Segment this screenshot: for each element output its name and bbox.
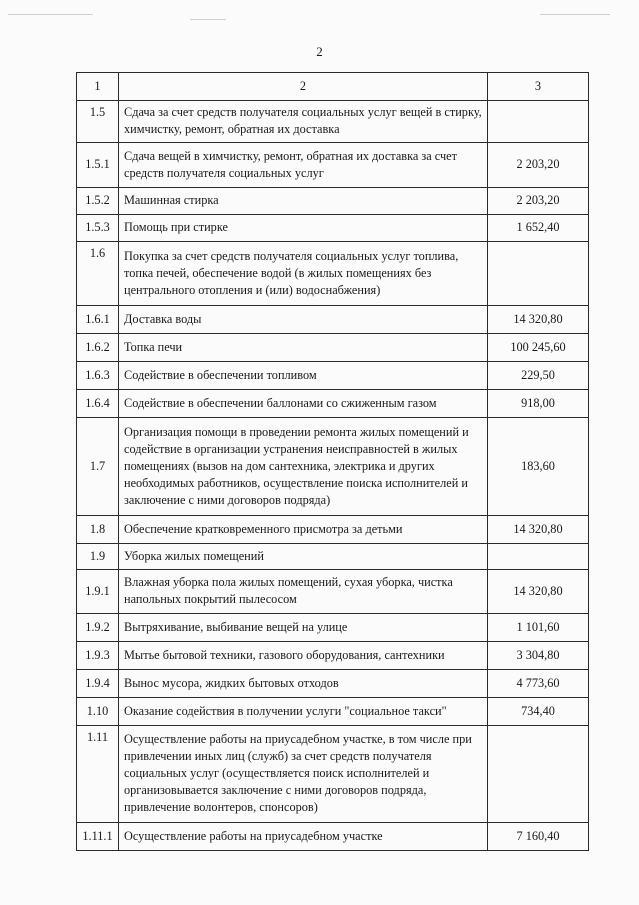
header-cell: 1 bbox=[77, 73, 119, 101]
service-description-cell: Содействие в обеспечении топливом bbox=[119, 362, 488, 390]
scan-artifact-line bbox=[8, 14, 93, 15]
table-row bbox=[77, 418, 589, 516]
row-number-cell: 1.7 bbox=[77, 418, 119, 516]
price-cell: 918,00 bbox=[488, 390, 589, 418]
row-number-cell: 1.11 bbox=[77, 726, 119, 823]
table-row bbox=[77, 698, 589, 726]
row-number-cell: 1.5 bbox=[77, 101, 119, 143]
table-row bbox=[77, 823, 589, 851]
row-number-cell: 1.6.1 bbox=[77, 306, 119, 334]
page-number: 2 bbox=[316, 44, 323, 59]
price-cell: 229,50 bbox=[488, 362, 589, 390]
table-row bbox=[77, 101, 589, 143]
row-number-cell: 1.11.1 bbox=[77, 823, 119, 851]
service-description-cell: Вытряхивание, выбивание вещей на улице bbox=[119, 614, 488, 642]
price-cell bbox=[488, 101, 589, 143]
price-cell: 1 101,60 bbox=[488, 614, 589, 642]
service-description-cell: Покупка за счет средств получателя социальных услуг топлива, топка печей, обеспечение водой (в жилых помещениях без центрального отопления и (или) водоснабжения) bbox=[119, 242, 488, 306]
table-header-row bbox=[77, 73, 589, 101]
scan-artifact-line bbox=[190, 19, 226, 20]
service-description-cell: Вынос мусора, жидких бытовых отходов bbox=[119, 670, 488, 698]
service-description-cell: Помощь при стирке bbox=[119, 215, 488, 242]
price-cell: 14 320,80 bbox=[488, 306, 589, 334]
service-description-cell: Сдача за счет средств получателя социальных услуг вещей в стирку, химчистку, ремонт, обратная их доставка bbox=[119, 101, 488, 143]
price-cell: 734,40 bbox=[488, 698, 589, 726]
row-number-cell: 1.5.3 bbox=[77, 215, 119, 242]
row-number-cell: 1.5.2 bbox=[77, 188, 119, 215]
price-cell: 1 652,40 bbox=[488, 215, 589, 242]
row-number-cell: 1.6 bbox=[77, 242, 119, 306]
table-row bbox=[77, 306, 589, 334]
table-row bbox=[77, 614, 589, 642]
table-row bbox=[77, 215, 589, 242]
row-number-cell: 1.9.4 bbox=[77, 670, 119, 698]
row-number-cell: 1.6.3 bbox=[77, 362, 119, 390]
table-row bbox=[77, 362, 589, 390]
price-cell bbox=[488, 242, 589, 306]
service-description-cell: Оказание содействия в получении услуги "социальное такси" bbox=[119, 698, 488, 726]
row-number-cell: 1.9 bbox=[77, 544, 119, 570]
table-row bbox=[77, 188, 589, 215]
table-row bbox=[77, 242, 589, 306]
price-cell: 7 160,40 bbox=[488, 823, 589, 851]
table-row bbox=[77, 642, 589, 670]
service-description-cell: Уборка жилых помещений bbox=[119, 544, 488, 570]
header-cell: 2 bbox=[119, 73, 488, 101]
table-row bbox=[77, 334, 589, 362]
row-number-cell: 1.6.2 bbox=[77, 334, 119, 362]
price-cell: 100 245,60 bbox=[488, 334, 589, 362]
services-price-table bbox=[76, 72, 589, 851]
price-cell bbox=[488, 726, 589, 823]
price-cell: 2 203,20 bbox=[488, 143, 589, 188]
service-description-cell: Обеспечение кратковременного присмотра за детьми bbox=[119, 516, 488, 544]
price-cell: 2 203,20 bbox=[488, 188, 589, 215]
table-row bbox=[77, 143, 589, 188]
row-number-cell: 1.9.2 bbox=[77, 614, 119, 642]
table-row bbox=[77, 516, 589, 544]
row-number-cell: 1.8 bbox=[77, 516, 119, 544]
price-cell bbox=[488, 544, 589, 570]
scan-artifact-line bbox=[540, 14, 610, 15]
table-row bbox=[77, 570, 589, 614]
service-description-cell: Топка печи bbox=[119, 334, 488, 362]
price-cell: 14 320,80 bbox=[488, 516, 589, 544]
service-description-cell: Осуществление работы на приусадебном участке bbox=[119, 823, 488, 851]
service-description-cell: Осуществление работы на приусадебном участке, в том числе при привлечении иных лиц (служб) за счет средств получателя социальных услуг (осуществляется поиск исполнителей и организовывается заключение с ними договоров подряда, привлечение волонтеров, спонсоров) bbox=[119, 726, 488, 823]
price-cell: 14 320,80 bbox=[488, 570, 589, 614]
table-row bbox=[77, 670, 589, 698]
price-cell: 4 773,60 bbox=[488, 670, 589, 698]
row-number-cell: 1.10 bbox=[77, 698, 119, 726]
service-description-cell: Мытье бытовой техники, газового оборудования, сантехники bbox=[119, 642, 488, 670]
price-cell: 183,60 bbox=[488, 418, 589, 516]
table-row bbox=[77, 390, 589, 418]
service-description-cell: Влажная уборка пола жилых помещений, сухая уборка, чистка напольных покрытий пылесосом bbox=[119, 570, 488, 614]
row-number-cell: 1.9.1 bbox=[77, 570, 119, 614]
header-cell: 3 bbox=[488, 73, 589, 101]
service-description-cell: Машинная стирка bbox=[119, 188, 488, 215]
table-row bbox=[77, 544, 589, 570]
service-description-cell: Организация помощи в проведении ремонта жилых помещений и содействие в организации устранения неисправностей в жилых помещениях (вызов на дом сантехника, электрика и других необходимых работников, осуществление поиска исполнителей и заключение с ними договоров подряда) bbox=[119, 418, 488, 516]
service-description-cell: Содействие в обеспечении баллонами со сжиженным газом bbox=[119, 390, 488, 418]
row-number-cell: 1.9.3 bbox=[77, 642, 119, 670]
service-description-cell: Доставка воды bbox=[119, 306, 488, 334]
table-row bbox=[77, 726, 589, 823]
service-description-cell: Сдача вещей в химчистку, ремонт, обратная их доставка за счет средств получателя социальных услуг bbox=[119, 143, 488, 188]
row-number-cell: 1.6.4 bbox=[77, 390, 119, 418]
row-number-cell: 1.5.1 bbox=[77, 143, 119, 188]
price-cell: 3 304,80 bbox=[488, 642, 589, 670]
